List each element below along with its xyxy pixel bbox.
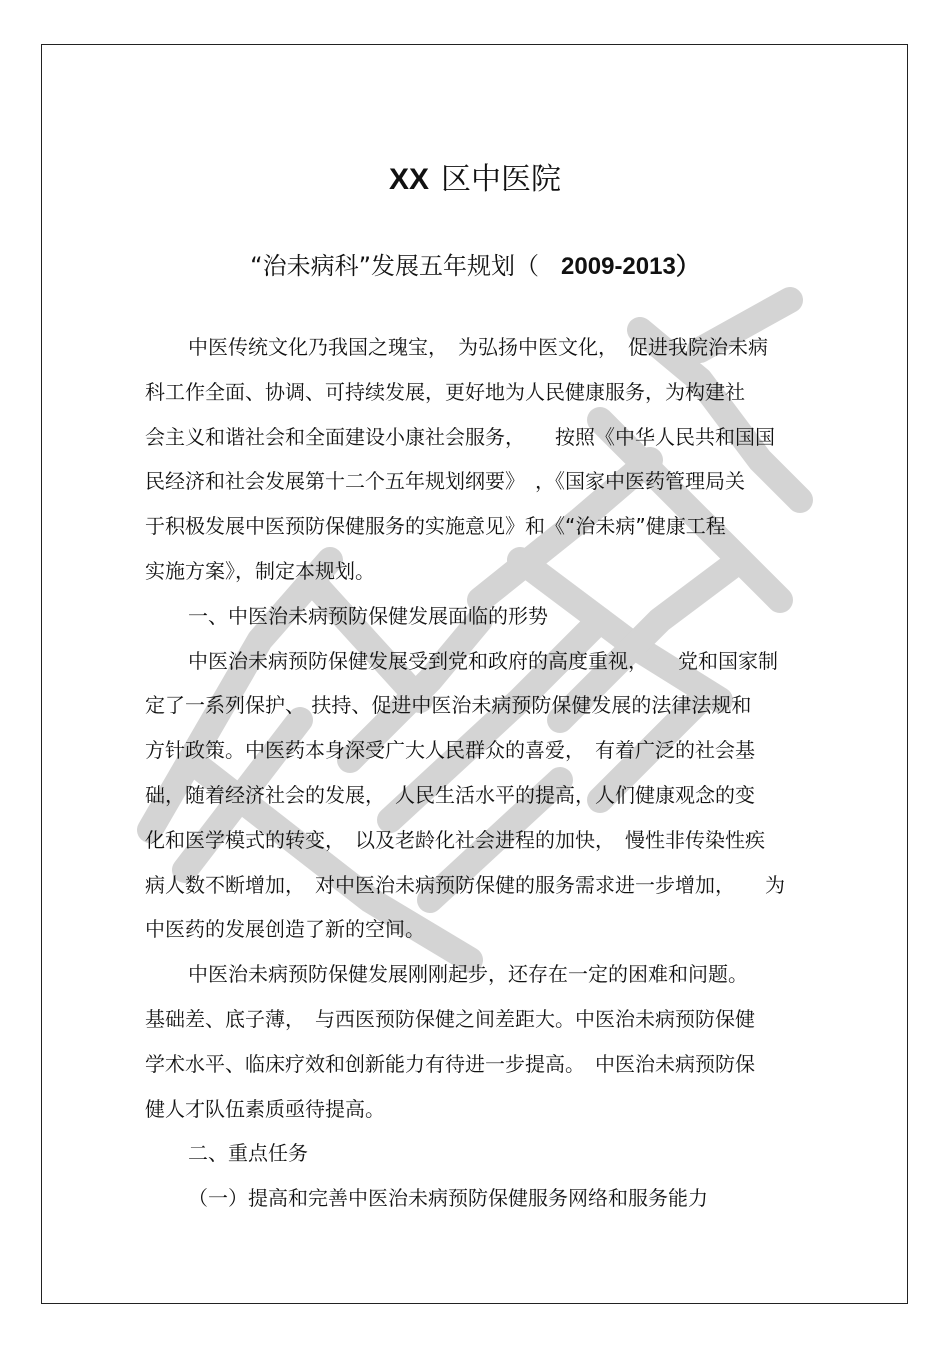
title-latin-part: XX <box>388 163 430 196</box>
document-subtitle <box>0 248 950 285</box>
paragraph-line: 中医药的发展创造了新的空间。 <box>145 917 425 942</box>
paragraph-line: 础，随着经济社会的发展， 人民生活水平的提高，人们健康观念的变 <box>145 783 755 807</box>
paragraph-line: 于积极发展中医预防保健服务的实施意见》和《“治未病”健康工程 <box>145 514 726 539</box>
subtitle-main: “治未病科”发展五年规划（ <box>250 252 540 280</box>
paragraph-line: 实施方案》，制定本规划。 <box>145 559 375 583</box>
paragraph-line: 病人数不断增加， 对中医治未病预防保健的服务需求进一步增加， 为 <box>145 872 785 897</box>
paragraph-line: 中医治未病预防保健发展受到党和政府的高度重视， 党和国家制 <box>188 648 778 673</box>
paragraph-line: 化和医学模式的转变， 以及老龄化社会进程的加快， 慢性非传染性疾 <box>145 827 765 852</box>
paragraph-line: 二、重点任务 <box>188 1141 308 1166</box>
paragraph-line: （一）提高和完善中医治未病预防保健服务网络和服务能力 <box>188 1186 708 1211</box>
paragraph-line: 民经济和社会发展第十二个五年规划纲要》 ，《国家中医药管理局关 <box>145 469 745 494</box>
title-chinese-part: 区中医院 <box>441 162 562 197</box>
paragraph-line: 学术水平、临床疗效和创新能力有待进一步提高。 中医治未病预防保 <box>145 1051 755 1076</box>
paragraph-line: 健人才队伍素质亟待提高。 <box>145 1096 385 1121</box>
paragraph-line: 定了一系列保护、 扶持、促进中医治未病预防保健发展的法律法规和 <box>145 693 752 718</box>
paragraph-line: 中医传统文化乃我国之瑰宝， 为弘扬中医文化， 促进我院治未病 <box>188 335 768 359</box>
paragraph-line: 方针政策。中医药本身深受广大人民群众的喜爱， 有着广泛的社会基 <box>145 738 755 763</box>
paragraph-line: 一、中医治未病预防保健发展面临的形势 <box>188 603 548 628</box>
paragraph-line: 科工作全面、协调、可持续发展，更好地为人民健康服务，为构建社 <box>145 379 745 404</box>
paragraph-line: 会主义和谐社会和全面建设小康社会服务， 按照《中华人民共和国国 <box>145 424 775 449</box>
document-title <box>0 160 950 200</box>
paragraph-line: 中医治未病预防保健发展刚刚起步，还存在一定的困难和问题。 <box>188 962 748 987</box>
paragraph-line: 基础差、底子薄， 与西医预防保健之间差距大。中医治未病预防保健 <box>145 1007 755 1031</box>
subtitle-year: 2009-2013） <box>561 253 700 280</box>
